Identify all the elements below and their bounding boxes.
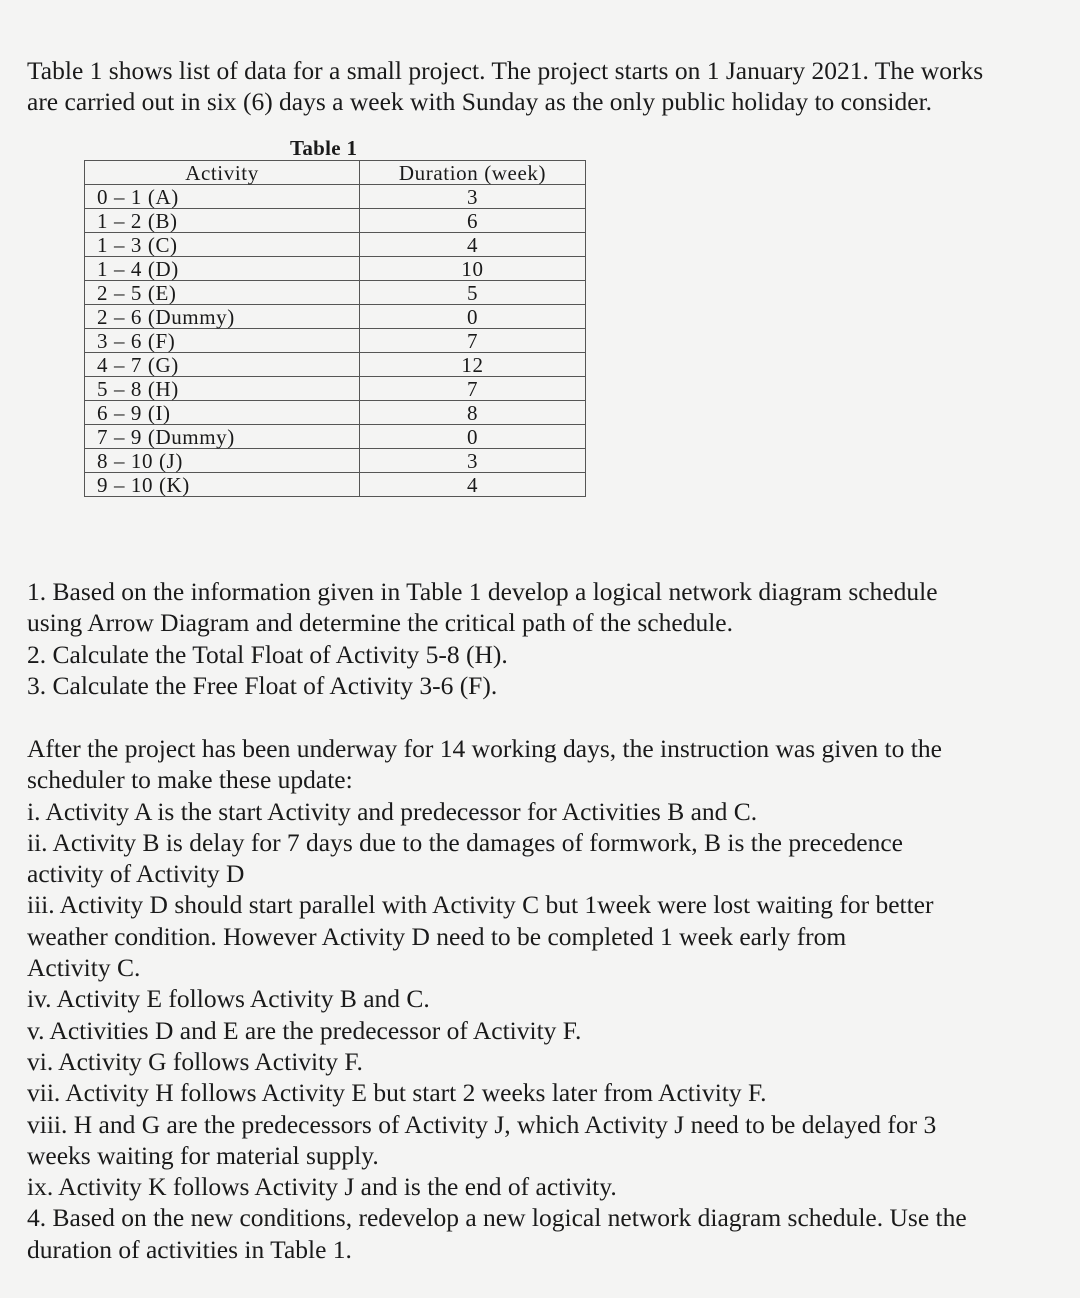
text-line: 4. Based on the new conditions, redevelop a new logical network diagram schedule. Use the bbox=[27, 1203, 967, 1233]
table-row bbox=[85, 473, 586, 497]
activity-cell: 9 – 10 (K) bbox=[85, 473, 360, 497]
column-header-duration: Duration (week) bbox=[360, 161, 586, 185]
text-line: ix. Activity K follows Activity J and is the end of activity. bbox=[27, 1172, 617, 1202]
duration-cell: 7 bbox=[360, 377, 586, 401]
activity-cell: 2 – 5 (E) bbox=[85, 281, 360, 305]
questions-list bbox=[27, 576, 1057, 701]
text-line: activity of Activity D bbox=[27, 859, 245, 889]
duration-cell: 3 bbox=[360, 449, 586, 473]
text-line: v. Activities D and E are the predecessor of Activity F. bbox=[27, 1015, 582, 1045]
text-line: vi. Activity G follows Activity F. bbox=[27, 1046, 363, 1076]
text-line: iv. Activity E follows Activity B and C. bbox=[27, 984, 430, 1014]
activity-cell: 0 – 1 (A) bbox=[85, 185, 360, 209]
text-line: iii. Activity D should start parallel with Activity C but 1week were lost waiting for better bbox=[27, 890, 934, 920]
table-row bbox=[85, 425, 586, 449]
activity-cell: 3 – 6 (F) bbox=[85, 329, 360, 353]
duration-cell: 4 bbox=[360, 233, 586, 257]
text-line: weather condition. However Activity D need to be completed 1 week early from bbox=[27, 921, 847, 951]
duration-cell: 3 bbox=[360, 185, 586, 209]
activity-cell: 8 – 10 (J) bbox=[85, 449, 360, 473]
table-header-row bbox=[85, 161, 586, 185]
text-line: Table 1 shows list of data for a small project. The project starts on 1 January 2021. The works bbox=[27, 56, 984, 85]
duration-cell: 4 bbox=[360, 473, 586, 497]
table-row bbox=[85, 257, 586, 281]
duration-cell: 0 bbox=[360, 305, 586, 329]
duration-cell: 8 bbox=[360, 401, 586, 425]
duration-cell: 6 bbox=[360, 209, 586, 233]
table-row bbox=[85, 233, 586, 257]
table-row bbox=[85, 377, 586, 401]
text-line: scheduler to make these update: bbox=[27, 765, 353, 795]
table-row bbox=[85, 209, 586, 233]
table-row bbox=[85, 401, 586, 425]
table-row bbox=[85, 329, 586, 353]
text-line: duration of activities in Table 1. bbox=[27, 1234, 352, 1264]
activity-cell: 7 – 9 (Dummy) bbox=[85, 425, 360, 449]
question-line: 3. Calculate the Free Float of Activity 3-6 (F). bbox=[27, 670, 498, 700]
table-row bbox=[85, 281, 586, 305]
duration-cell: 7 bbox=[360, 329, 586, 353]
activity-cell: 6 – 9 (I) bbox=[85, 401, 360, 425]
text-line: vii. Activity H follows Activity E but start 2 weeks later from Activity F. bbox=[27, 1078, 767, 1108]
text-line: After the project has been underway for 14 working days, the instruction was given to the bbox=[27, 734, 942, 763]
activity-cell: 2 – 6 (Dummy) bbox=[85, 305, 360, 329]
question-line: 2. Calculate the Total Float of Activity 5-8 (H). bbox=[27, 639, 508, 669]
duration-cell: 10 bbox=[360, 257, 586, 281]
duration-cell: 5 bbox=[360, 281, 586, 305]
column-header-activity: Activity bbox=[85, 161, 360, 185]
text-line: Activity C. bbox=[27, 953, 141, 983]
text-line: ii. Activity B is delay for 7 days due to the damages of formwork, B is the precedence bbox=[27, 827, 903, 857]
duration-cell: 12 bbox=[360, 353, 586, 377]
duration-cell: 0 bbox=[360, 425, 586, 449]
question-line: using Arrow Diagram and determine the critical path of the schedule. bbox=[27, 608, 733, 638]
activity-cell: 5 – 8 (H) bbox=[85, 377, 360, 401]
update-instructions bbox=[27, 733, 1057, 1265]
text-line: i. Activity A is the start Activity and predecessor for Activities B and C. bbox=[27, 796, 758, 826]
text-line: viii. H and G are the predecessors of Activity J, which Activity J need to be delayed for 3 bbox=[27, 1109, 937, 1139]
text-line: weeks waiting for material supply. bbox=[27, 1140, 379, 1170]
table-row bbox=[85, 449, 586, 473]
table-row bbox=[85, 305, 586, 329]
activity-cell: 1 – 3 (C) bbox=[85, 233, 360, 257]
table-row bbox=[85, 353, 586, 377]
text-line: are carried out in six (6) days a week with Sunday as the only public holiday to consider. bbox=[27, 87, 933, 117]
activity-cell: 1 – 4 (D) bbox=[85, 257, 360, 281]
activity-cell: 1 – 2 (B) bbox=[85, 209, 360, 233]
activity-table bbox=[84, 160, 586, 497]
table-title: Table 1 bbox=[290, 136, 358, 160]
intro-paragraph bbox=[27, 55, 1057, 118]
question-line: 1. Based on the information given in Table 1 develop a logical network diagram schedule bbox=[27, 577, 938, 606]
table-row bbox=[85, 185, 586, 209]
activity-cell: 4 – 7 (G) bbox=[85, 353, 360, 377]
